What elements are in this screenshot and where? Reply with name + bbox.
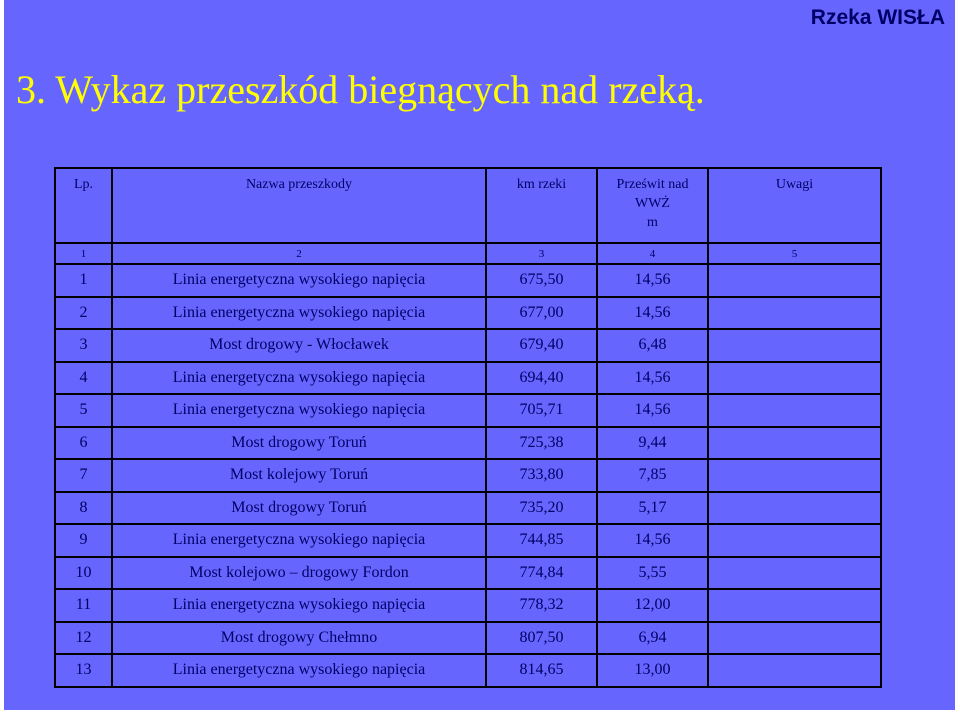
cell-name: Linia energetyczna wysokiego napięcia <box>112 524 486 557</box>
column-number: 1 <box>55 243 112 264</box>
header-notes: Uwagi <box>708 168 881 243</box>
cell-name: Most kolejowo – drogowy Fordon <box>112 557 486 590</box>
table-row <box>55 297 881 330</box>
cell-km: 679,40 <box>486 329 597 362</box>
cell-km: 725,38 <box>486 427 597 460</box>
cell-name: Linia energetyczna wysokiego napięcia <box>112 362 486 395</box>
cell-name: Linia energetyczna wysokiego napięcia <box>112 297 486 330</box>
cell-notes <box>708 362 881 395</box>
header-lp: Lp. <box>55 168 112 243</box>
table-row <box>55 524 881 557</box>
column-number: 2 <box>112 243 486 264</box>
cell-name: Linia energetyczna wysokiego napięcia <box>112 589 486 622</box>
table-row <box>55 459 881 492</box>
cell-notes <box>708 394 881 427</box>
cell-km: 705,71 <box>486 394 597 427</box>
cell-name: Linia energetyczna wysokiego napięcia <box>112 264 486 297</box>
header-name: Nazwa przeszkody <box>112 168 486 243</box>
table-row <box>55 492 881 525</box>
cell-name: Most drogowy Toruń <box>112 427 486 460</box>
cell-km: 744,85 <box>486 524 597 557</box>
cell-notes <box>708 492 881 525</box>
cell-km: 778,32 <box>486 589 597 622</box>
cell-lp: 3 <box>55 329 112 362</box>
cell-lp: 6 <box>55 427 112 460</box>
cell-name: Most drogowy - Włocławek <box>112 329 486 362</box>
cell-clearance: 6,94 <box>597 622 708 655</box>
cell-name: Linia energetyczna wysokiego napięcia <box>112 654 486 687</box>
cell-name: Most kolejowy Toruń <box>112 459 486 492</box>
cell-clearance: 14,56 <box>597 264 708 297</box>
cell-lp: 7 <box>55 459 112 492</box>
cell-clearance: 5,55 <box>597 557 708 590</box>
cell-notes <box>708 427 881 460</box>
cell-clearance: 9,44 <box>597 427 708 460</box>
slide <box>4 0 955 710</box>
cell-lp: 10 <box>55 557 112 590</box>
obstacles-table <box>54 167 882 688</box>
cell-lp: 13 <box>55 654 112 687</box>
table-row <box>55 622 881 655</box>
header-clearance: Prześwit nad WWŻ m <box>597 168 708 243</box>
cell-notes <box>708 622 881 655</box>
cell-clearance: 14,56 <box>597 362 708 395</box>
table-row <box>55 589 881 622</box>
cell-lp: 12 <box>55 622 112 655</box>
cell-km: 677,00 <box>486 297 597 330</box>
slide-title: 3. Wykaz przeszkód biegnących nad rzeką. <box>16 67 705 112</box>
cell-notes <box>708 589 881 622</box>
cell-notes <box>708 654 881 687</box>
cell-lp: 1 <box>55 264 112 297</box>
table-row <box>55 264 881 297</box>
cell-notes <box>708 524 881 557</box>
cell-notes <box>708 459 881 492</box>
cell-name: Linia energetyczna wysokiego napięcia <box>112 394 486 427</box>
cell-name: Most drogowy Chełmno <box>112 622 486 655</box>
cell-clearance: 14,56 <box>597 297 708 330</box>
cell-clearance: 5,17 <box>597 492 708 525</box>
cell-notes <box>708 297 881 330</box>
cell-km: 774,84 <box>486 557 597 590</box>
corner-label: Rzeka WISŁA <box>810 6 945 29</box>
table-row <box>55 394 881 427</box>
cell-km: 814,65 <box>486 654 597 687</box>
cell-notes <box>708 264 881 297</box>
cell-clearance: 13,00 <box>597 654 708 687</box>
cell-lp: 5 <box>55 394 112 427</box>
cell-lp: 8 <box>55 492 112 525</box>
cell-clearance: 14,56 <box>597 394 708 427</box>
column-number: 3 <box>486 243 597 264</box>
cell-km: 735,20 <box>486 492 597 525</box>
table-row <box>55 427 881 460</box>
table-row <box>55 557 881 590</box>
cell-lp: 4 <box>55 362 112 395</box>
cell-lp: 9 <box>55 524 112 557</box>
column-number-row <box>55 243 881 264</box>
cell-clearance: 7,85 <box>597 459 708 492</box>
cell-name: Most drogowy Toruń <box>112 492 486 525</box>
cell-clearance: 6,48 <box>597 329 708 362</box>
cell-km: 733,80 <box>486 459 597 492</box>
column-number: 5 <box>708 243 881 264</box>
cell-lp: 11 <box>55 589 112 622</box>
header-km: km rzeki <box>486 168 597 243</box>
cell-notes <box>708 557 881 590</box>
cell-notes <box>708 329 881 362</box>
table-header-row <box>55 168 881 243</box>
table-row <box>55 654 881 687</box>
column-number: 4 <box>597 243 708 264</box>
cell-km: 807,50 <box>486 622 597 655</box>
cell-clearance: 14,56 <box>597 524 708 557</box>
table-row <box>55 329 881 362</box>
cell-lp: 2 <box>55 297 112 330</box>
cell-km: 675,50 <box>486 264 597 297</box>
cell-clearance: 12,00 <box>597 589 708 622</box>
cell-km: 694,40 <box>486 362 597 395</box>
table-row <box>55 362 881 395</box>
